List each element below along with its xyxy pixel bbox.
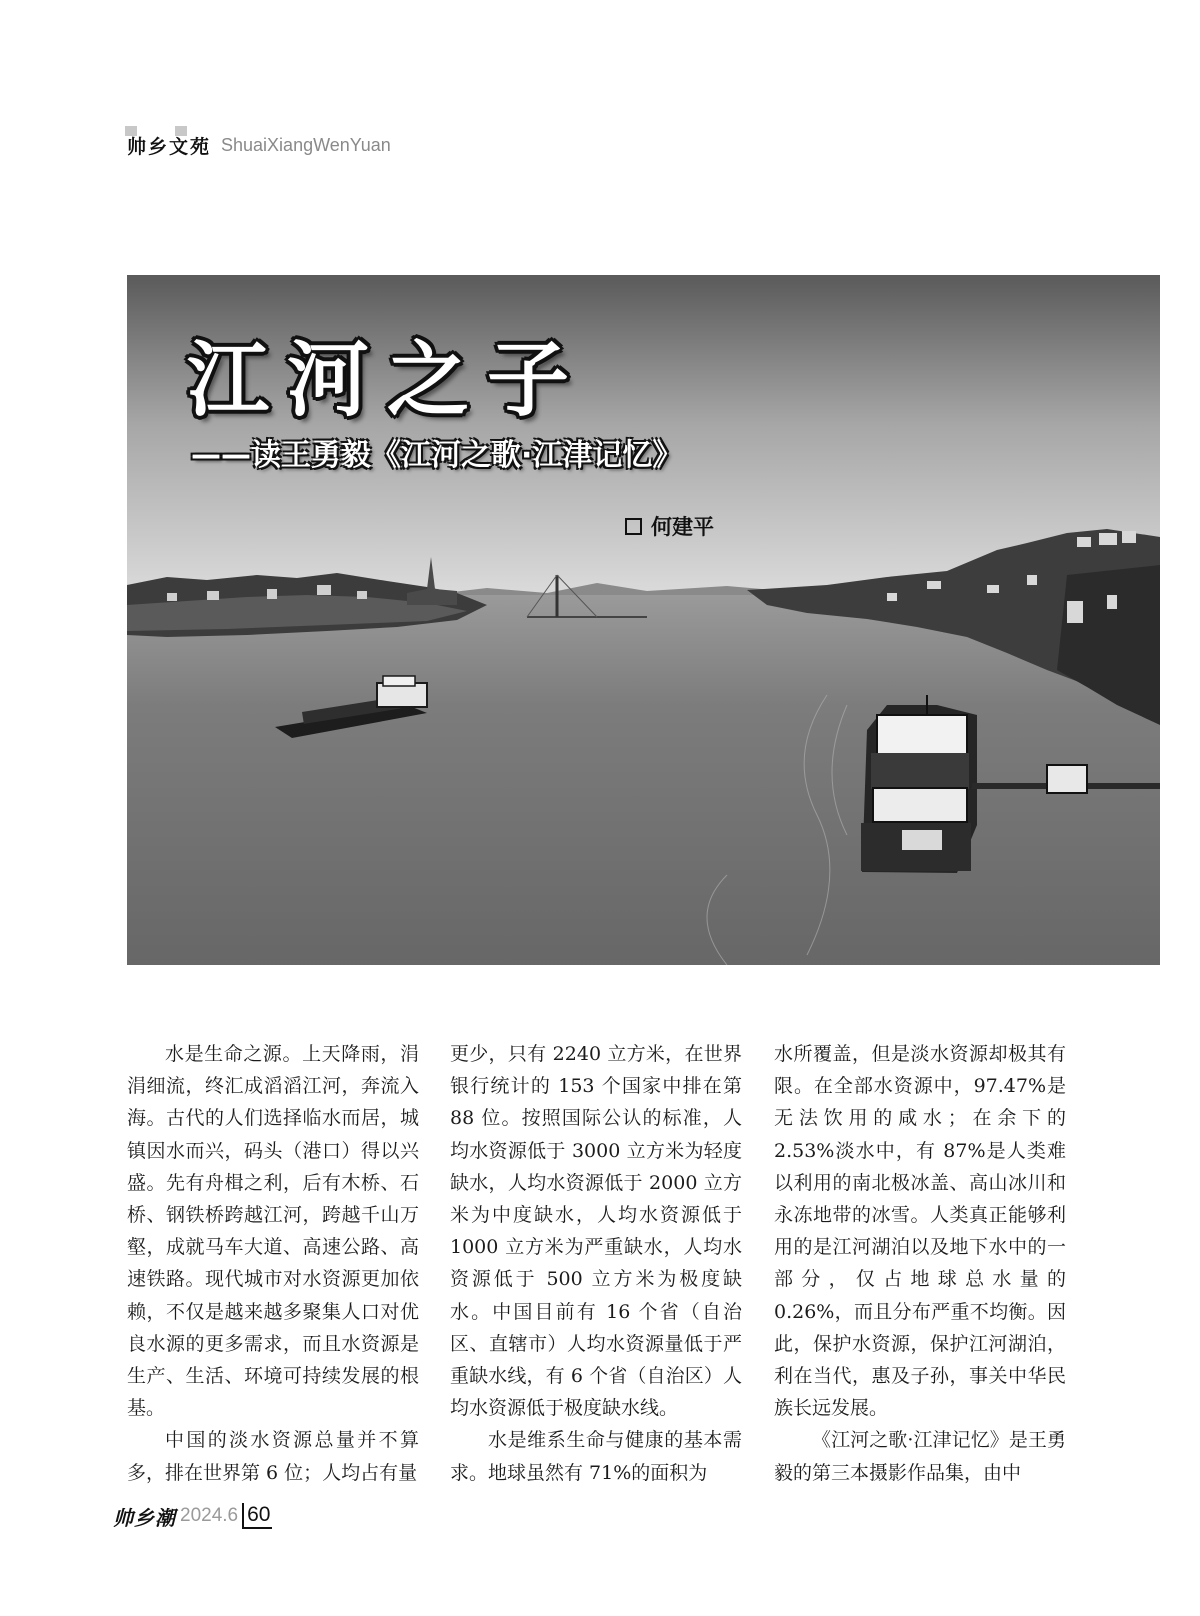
page-footer — [113, 1500, 272, 1532]
paragraph: 中国的淡水资源总量并不算多，排在世界第 6 位；人均占有量 — [127, 1429, 419, 1484]
page-number: 60 — [242, 1503, 272, 1529]
author-name: 何建平 — [651, 515, 714, 539]
text-column-1 — [127, 1038, 419, 1489]
issue-date: 2024.6 — [180, 1505, 239, 1526]
paragraph: 水是生命之源。上天降雨，涓涓细流，终汇成滔滔江河，奔流入海。古代的人们选择临水而居，城镇因水而兴，码头（港口）得以兴盛。先有舟楫之利，后有木桥、石桥、钢铁桥跨越江河，跨越千山万壑，成就马车大道、高速公路、高速铁路。现代城市对水资源更加依赖，不仅是越来越多聚集人口对优良水源的更多需求，而且水资源是生产、生活、环境可持续发展的根基。 — [127, 1043, 419, 1420]
section-header — [127, 131, 391, 159]
hero-photo — [127, 275, 1160, 965]
text-column-2 — [450, 1038, 742, 1489]
article-title: 江河之子 — [187, 332, 588, 428]
article-subtitle: ——读王勇毅《江河之歌·江津记忆》 — [191, 438, 683, 473]
paragraph: 更少，只有 2240 立方米，在世界银行统计的 153 个国家中排在第 88 位。按照国际公认的标准，人均水资源低于 3000 立方米为轻度缺水，人均水资源低于 2000 立方米为中度缺水，人均水资源低于 1000 立方米为严重缺水，人均水资源低于 500 立方米为极度缺水。中国目前有 16 个省（自治区、直辖市）人均水资源量低于严重缺水线，有 6 个省（自治区）人均水资源低于极度缺水线。 — [450, 1043, 742, 1420]
paragraph: 水是维系生命与健康的基本需求。地球虽然有 71%的面积为 — [450, 1429, 742, 1484]
section-title-en: ShuaiXiangWenYuan — [221, 134, 391, 155]
paragraph: 《江河之歌·江津记忆》是王勇毅的第三本摄影作品集，由中 — [774, 1429, 1066, 1484]
section-title-cn: 帅乡文苑 — [127, 132, 211, 159]
text-column-3 — [774, 1038, 1066, 1489]
magazine-logo: 帅乡潮 — [113, 1505, 176, 1530]
byline-box-icon — [625, 518, 642, 535]
byline — [625, 511, 714, 541]
paragraph: 水所覆盖，但是淡水资源却极其有限。在全部水资源中，97.47%是无法饮用的咸水；在余下的 2.53%淡水中，有 87%是人类难以利用的南北极冰盖、高山冰川和永冻地带的冰雪。人类真正能够利用的是江河湖泊以及地下水中的一部分，仅占地球总水量的 0.26%，而且分布严重不均衡。因此，保护水资源，保护江河湖泊，利在当代，惠及子孙，事关中华民族长远发展。 — [774, 1043, 1066, 1420]
